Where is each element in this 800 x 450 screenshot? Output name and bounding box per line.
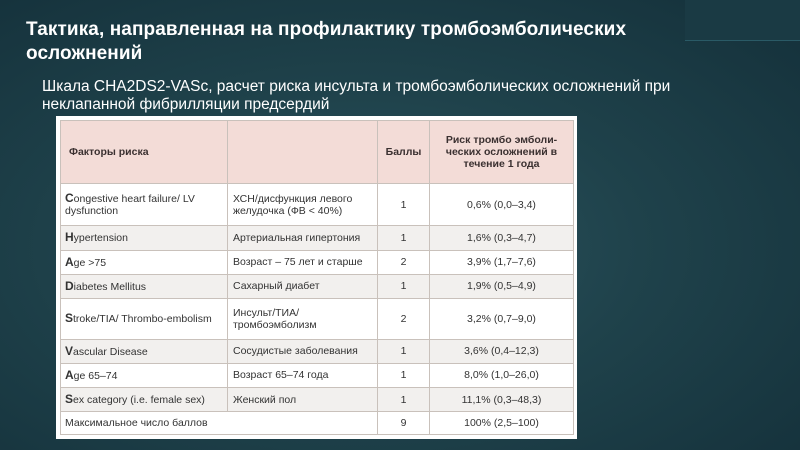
factor-letter: H (65, 230, 74, 245)
slide-title: Тактика, направленная на профилактику тромбоэмболических осложнений (26, 19, 627, 64)
table-row (61, 184, 574, 226)
factor-ru-cell: Возраст 65–74 года (228, 363, 378, 387)
factor-cell (61, 388, 228, 412)
factor-ru-cell: ХСН/дисфункция левого желудочка (ФВ < 40%) (228, 184, 378, 226)
factor-text: ex category (i.e. female sex) (73, 394, 205, 407)
factor-ru-cell: Сосудистые заболевания (228, 339, 378, 363)
factor-text: ascular Disease (73, 345, 148, 358)
factor-ru-cell: Возраст – 75 лет и старше (228, 250, 378, 274)
factor-text: troke/TIA/ Thrombo-embolism (73, 313, 212, 326)
table-row (61, 298, 574, 339)
table-row (61, 274, 574, 298)
factor-cell (61, 363, 228, 387)
table-row (61, 388, 574, 412)
risk-cell: 1,6% (0,3–4,7) (430, 226, 574, 250)
table-header-row (61, 121, 574, 184)
factor-text: ge 65–74 (73, 369, 118, 382)
points-cell: 1 (378, 226, 430, 250)
points-cell: 2 (378, 298, 430, 339)
factor-ru-cell: Инсульт/ТИА/ тромбоэмболизм (228, 298, 378, 339)
factor-letter: A (65, 367, 74, 382)
header-risk: Риск тромбо эмболи-ческих осложнений в течение 1 года (430, 121, 574, 184)
factor-cell (61, 184, 228, 226)
points-cell: 2 (378, 250, 430, 274)
cha2ds2-vasc-table-container (56, 116, 577, 439)
slide-subtitle: Шкала CHA2DS2-VASc, расчет риска инсульта и тромбоэмболических осложнений при неклапанной фибрилляции предсердий (42, 78, 671, 113)
table-row (61, 250, 574, 274)
factor-cell (61, 274, 228, 298)
risk-cell: 11,1% (0,3–48,3) (430, 388, 574, 412)
factor-letter: A (65, 254, 74, 269)
header-empty (228, 121, 378, 184)
factor-ru-cell: Сахарный диабет (228, 274, 378, 298)
factor-text: ge >75 (73, 256, 107, 269)
factor-ru-cell: Женский пол (228, 388, 378, 412)
table-total-row (61, 412, 574, 435)
risk-cell: 3,6% (0,4–12,3) (430, 339, 574, 363)
table-row (61, 339, 574, 363)
factor-letter: D (65, 278, 74, 293)
table-row (61, 226, 574, 250)
total-risk-cell: 100% (2,5–100) (430, 412, 574, 435)
table-row (61, 363, 574, 387)
factor-letter: V (65, 343, 74, 358)
points-cell: 1 (378, 363, 430, 387)
factor-letter: S (65, 311, 74, 326)
factor-text: ongestive heart failure/ LV dysfunction (65, 193, 195, 218)
risk-cell: 8,0% (1,0–26,0) (430, 363, 574, 387)
factor-ru-cell: Артериальная гипертония (228, 226, 378, 250)
points-cell: 1 (378, 274, 430, 298)
factor-text: ypertension (73, 232, 128, 245)
factor-cell (61, 250, 228, 274)
factor-cell (61, 226, 228, 250)
corner-accent-bar (685, 0, 800, 41)
header-points: Баллы (378, 121, 430, 184)
factor-letter: S (65, 392, 74, 407)
factor-cell (61, 298, 228, 339)
risk-cell: 3,9% (1,7–7,6) (430, 250, 574, 274)
header-factors: Факторы риска (61, 121, 228, 184)
risk-cell: 1,9% (0,5–4,9) (430, 274, 574, 298)
risk-cell: 0,6% (0,0–3,4) (430, 184, 574, 226)
total-points-cell: 9 (378, 412, 430, 435)
points-cell: 1 (378, 184, 430, 226)
risk-cell: 3,2% (0,7–9,0) (430, 298, 574, 339)
points-cell: 1 (378, 388, 430, 412)
total-label-cell: Максимальное число баллов (61, 412, 378, 435)
factor-cell (61, 339, 228, 363)
points-cell: 1 (378, 339, 430, 363)
factor-letter: C (65, 191, 74, 206)
cha2ds2-vasc-table (60, 120, 574, 435)
factor-text: iabetes Mellitus (73, 280, 147, 293)
